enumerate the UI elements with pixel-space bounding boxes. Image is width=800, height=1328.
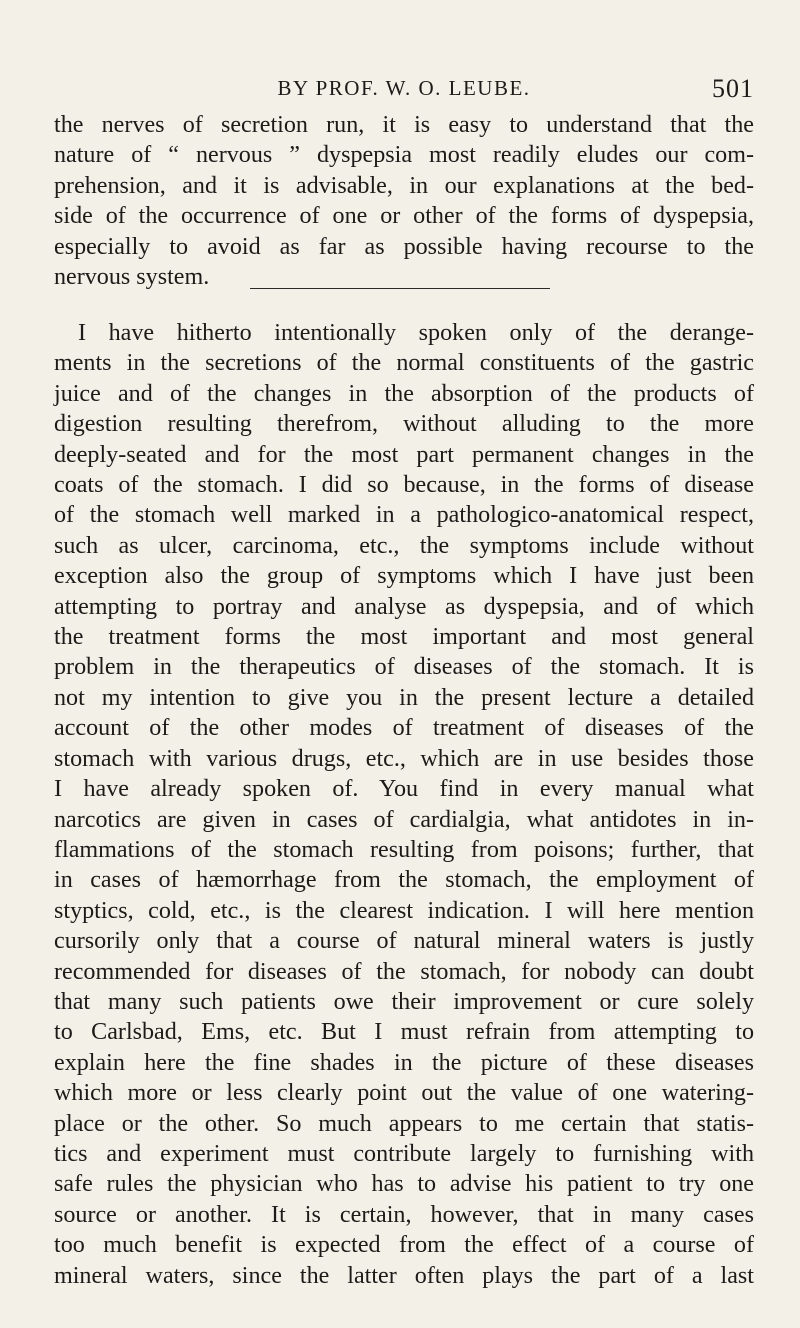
text-line: flammations of the stomach resulting from poisons; further, that xyxy=(54,836,754,863)
text-line: ments in the secretions of the normal constituents of the gastric xyxy=(54,350,754,377)
text-line: which more or less clearly point out the value of one watering- xyxy=(54,1080,754,1107)
page-number: 501 xyxy=(712,74,754,103)
text-line: tics and experiment must contribute largely to furnishing with xyxy=(54,1140,754,1167)
text-line: recommended for diseases of the stomach, for nobody can doubt xyxy=(54,958,754,985)
section-divider xyxy=(250,288,550,289)
text-line: explain here the fine shades in the picture of these diseases xyxy=(54,1049,754,1076)
text-line: such as ulcer, carcinoma, etc., the symptoms include without xyxy=(54,532,754,559)
text-line: prehension, and it is advisable, in our explanations at the bed- xyxy=(54,172,754,199)
text-line: styptics, cold, etc., is the clearest indication. I will here mention xyxy=(54,897,754,924)
text-line: account of the other modes of treatment of diseases of the xyxy=(54,715,754,742)
text-line: narcotics are given in cases of cardialgia, what antidotes in in- xyxy=(54,806,754,833)
text-line: to Carlsbad, Ems, etc. But I must refrain from attempting to xyxy=(54,1019,754,1046)
paragraph-1 xyxy=(54,110,754,292)
text-line: I have already spoken of. You find in every manual what xyxy=(54,776,754,803)
text-line: juice and of the changes in the absorption of the products of xyxy=(54,380,754,407)
text-line: problem in the therapeutics of diseases of the stomach. It is xyxy=(54,654,754,681)
text-line: not my intention to give you in the present lecture a detailed xyxy=(54,684,754,711)
running-title: BY PROF. W. O. LEUBE. xyxy=(277,76,531,100)
text-line: deeply-seated and for the most part permanent changes in the xyxy=(54,441,754,468)
text-line: source or another. It is certain, however, that in many cases xyxy=(54,1201,754,1228)
text-line: nature of “ nervous ” dyspepsia most readily eludes our com- xyxy=(54,142,754,169)
text-line: nervous system. xyxy=(54,264,210,291)
text-line: safe rules the physician who has to advise his patient to try one xyxy=(54,1171,754,1198)
text-line: the nerves of secretion run, it is easy to understand that the xyxy=(54,112,754,138)
text-line: place or the other. So much appears to me certain that statis- xyxy=(54,1110,754,1137)
text-line: I have hitherto intentionally spoken only of the derange- xyxy=(78,320,754,346)
text-line: especially to avoid as far as possible having recourse to the xyxy=(54,233,754,260)
text-line: stomach with various drugs, etc., which are in use besides those xyxy=(54,745,754,772)
text-line: mineral waters, since the latter often plays the part of a last xyxy=(54,1262,754,1289)
text-line: too much benefit is expected from the effect of a course of xyxy=(54,1232,754,1259)
text-line: that many such patients owe their improvement or cure solely xyxy=(54,988,754,1015)
text-line: of the stomach well marked in a pathologico-anatomical respect, xyxy=(54,502,754,529)
text-line: digestion resulting therefrom, without alluding to the more xyxy=(54,411,754,438)
text-line: the treatment forms the most important and most general xyxy=(54,624,754,651)
text-line: exception also the group of symptoms which I have just been xyxy=(54,563,754,590)
text-line: attempting to portray and analyse as dyspepsia, and of which xyxy=(54,593,754,620)
text-line: in cases of hæmorrhage from the stomach, the employment of xyxy=(54,867,754,894)
text-line: side of the occurrence of one or other of the forms of dyspepsia, xyxy=(54,203,754,230)
paragraph-2 xyxy=(54,318,754,1291)
text-line: cursorily only that a course of natural mineral waters is justly xyxy=(54,928,754,955)
running-head xyxy=(54,74,754,104)
text-line: coats of the stomach. I did so because, in the forms of disease xyxy=(54,472,754,499)
